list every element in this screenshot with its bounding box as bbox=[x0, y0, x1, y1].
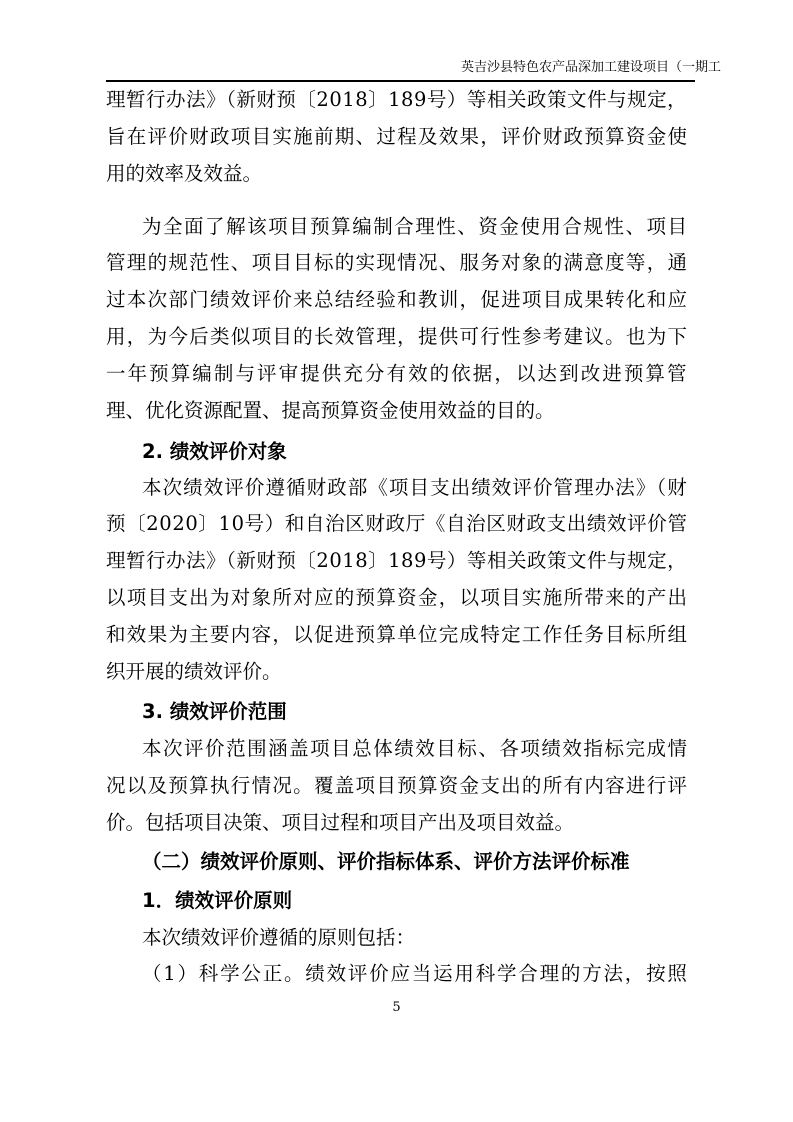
text-line: 用，为今后类似项目的长效管理，提供可行性参考建议。也为下 bbox=[106, 325, 689, 348]
section-heading: 3. 绩效评价范围 bbox=[142, 700, 287, 723]
header-rule bbox=[106, 80, 695, 82]
text-line: 用的效率及效益。 bbox=[106, 162, 263, 185]
text-line: 过本次部门绩效评价来总结经验和教训，促进项目成果转化和应 bbox=[106, 288, 689, 311]
text-line: （1）科学公正。绩效评价应当运用科学合理的方法，按照 bbox=[142, 962, 689, 985]
text-line: 理、优化资源配置、提高预算资金使用效益的目的。 bbox=[106, 399, 555, 422]
text-line: 本次绩效评价遵循的原则包括： bbox=[142, 926, 416, 949]
text-line: 本次评价范围涵盖项目总体绩效目标、各项绩效指标完成情 bbox=[142, 737, 689, 760]
text-line: 理暂行办法》（新财预〔2018〕189号）等相关政策文件与规定， bbox=[106, 549, 688, 572]
section-heading: 2. 绩效评价对象 bbox=[142, 440, 287, 463]
text-line: 一年预算编制与评审提供充分有效的依据，以达到改进预算管 bbox=[106, 362, 689, 385]
text-line: 预〔2020〕10号）和自治区财政厅《自治区财政支出绩效评价管 bbox=[106, 512, 688, 535]
text-line: 管理的规范性、项目目标的实现情况、服务对象的满意度等，通 bbox=[106, 251, 689, 274]
text-line: 本次绩效评价遵循财政部《项目支出绩效评价管理办法》（财 bbox=[142, 476, 688, 499]
page-number: 5 bbox=[392, 1000, 401, 1015]
text-line: 以项目支出为对象所对应的预算资金，以项目实施所带来的产出 bbox=[106, 586, 689, 609]
section-heading: （二）绩效评价原则、评价指标体系、评价方法评价标准 bbox=[142, 850, 630, 873]
text-line: 理暂行办法》（新财预〔2018〕189号）等相关政策文件与规定， bbox=[106, 88, 688, 111]
text-line: 和效果为主要内容，以促进预算单位完成特定工作任务目标所组 bbox=[106, 623, 689, 646]
running-header: 英吉沙县特色农产品深加工建设项目（一期工 bbox=[460, 60, 721, 75]
section-heading: 1．绩效评价原则 bbox=[142, 889, 293, 912]
text-line: 织开展的绩效评价。 bbox=[106, 660, 282, 683]
text-line: 况以及预算执行情况。覆盖项目预算资金支出的所有内容进行评 bbox=[106, 774, 689, 797]
text-line: 为全面了解该项目预算编制合理性、资金使用合规性、项目 bbox=[142, 215, 689, 238]
text-line: 价。包括项目决策、项目过程和项目产出及项目效益。 bbox=[106, 811, 575, 834]
text-line: 旨在评价财政项目实施前期、过程及效果，评价财政预算资金使 bbox=[106, 125, 689, 148]
